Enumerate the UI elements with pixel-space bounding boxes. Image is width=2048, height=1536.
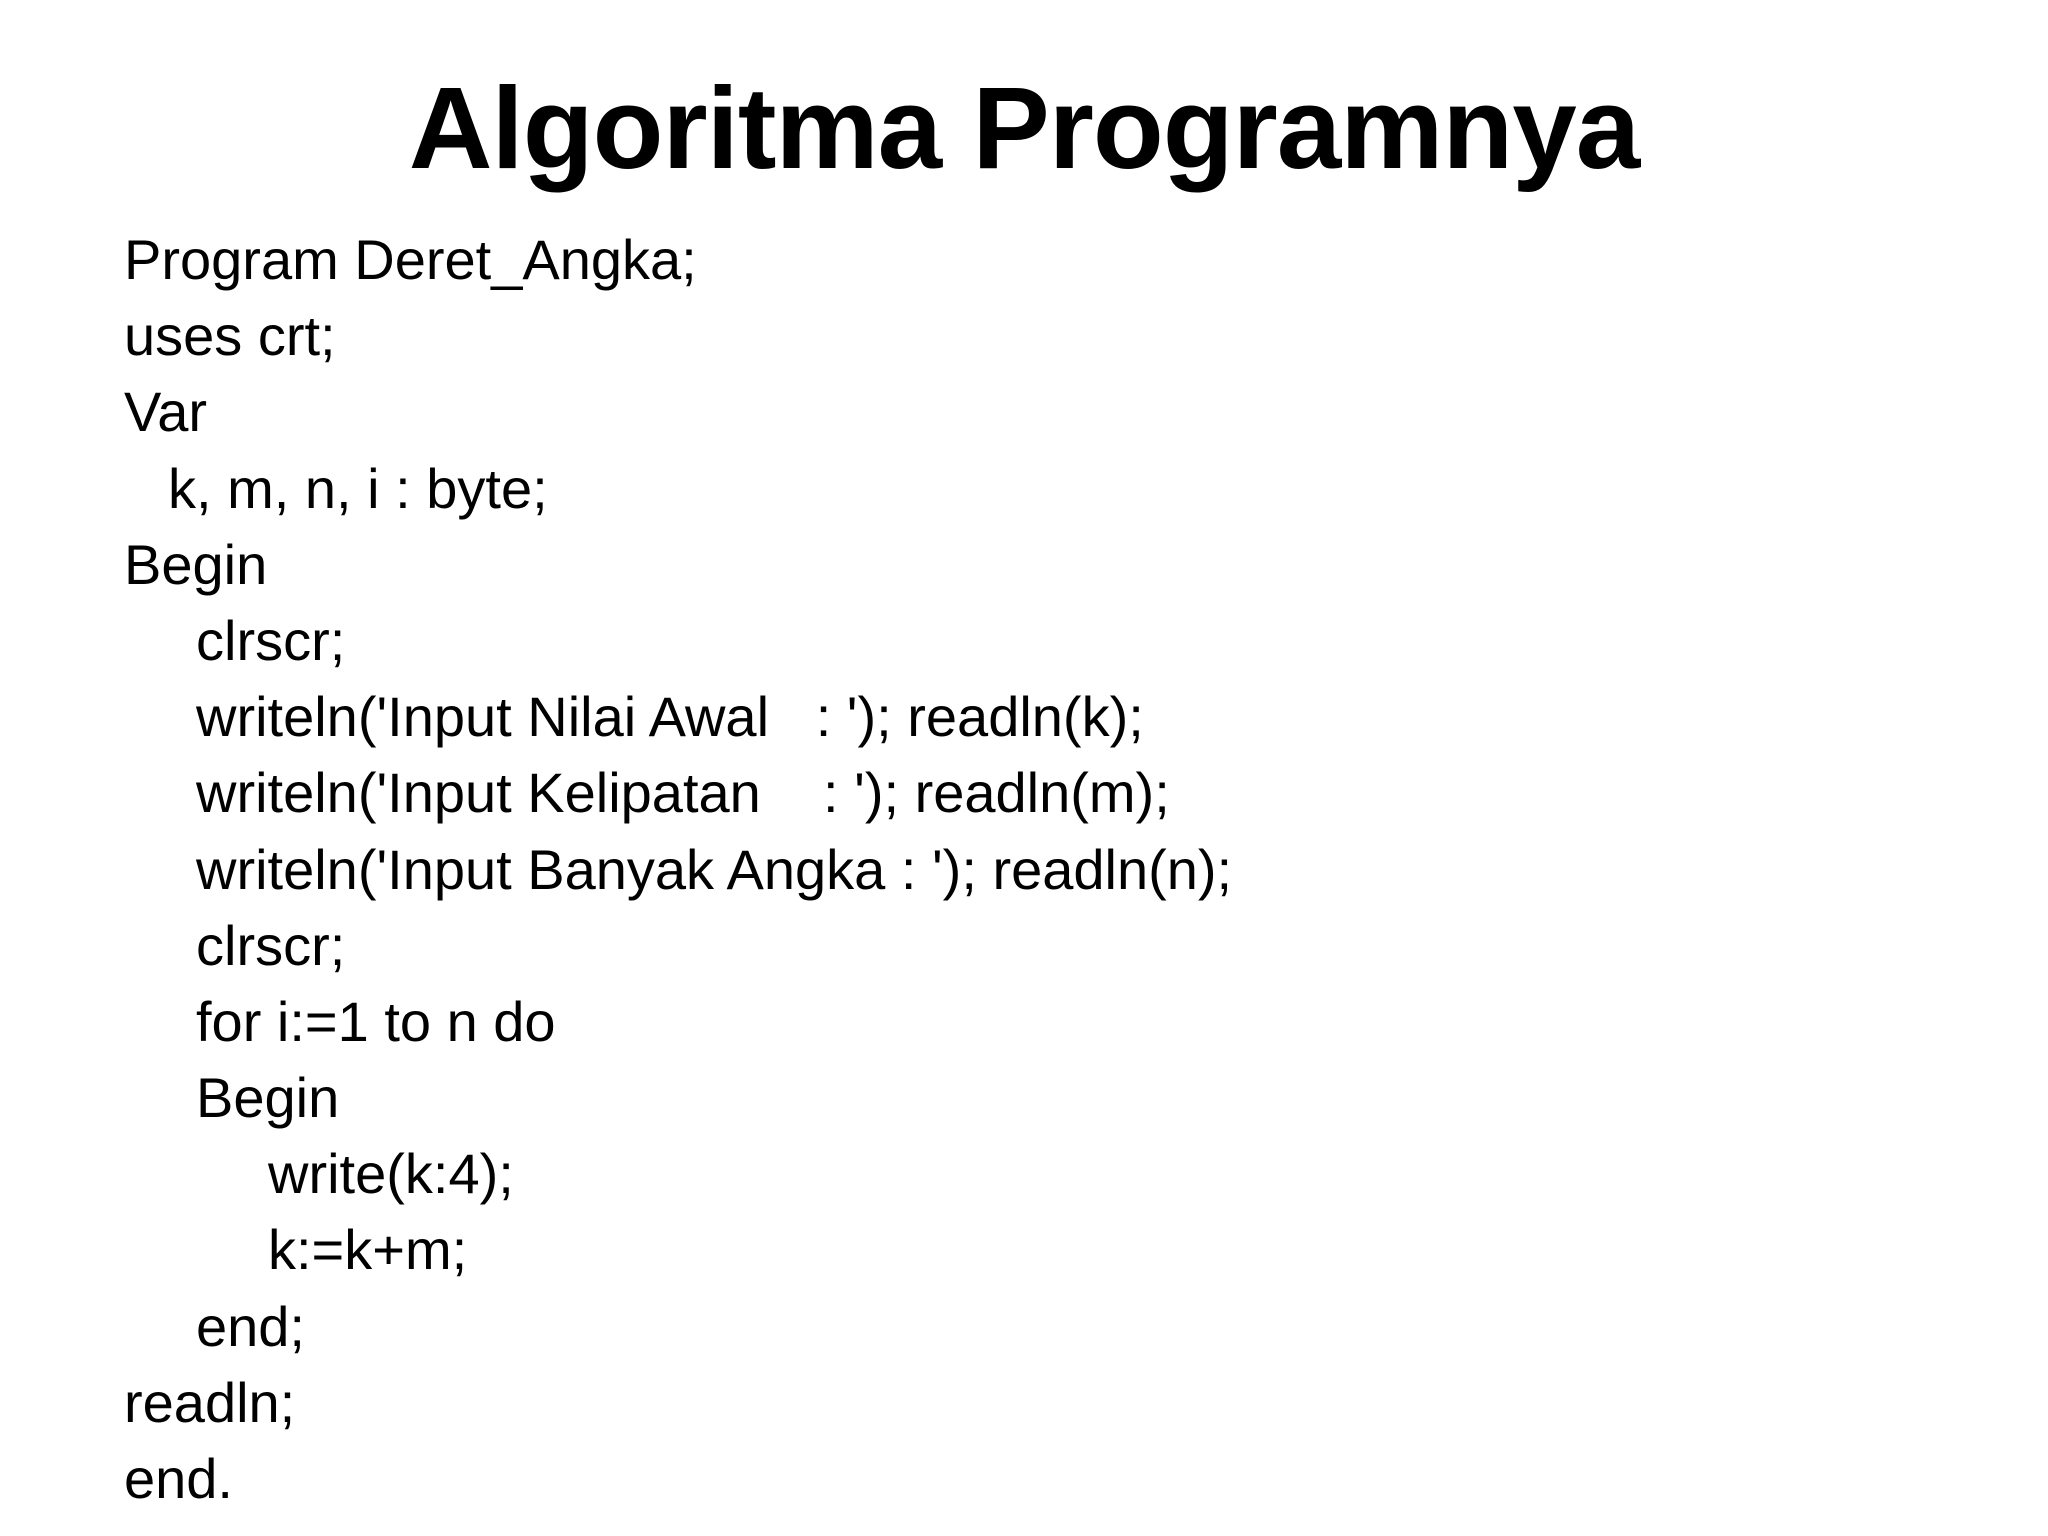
code-line: Begin [124, 532, 268, 596]
code-line: uses crt; [124, 304, 336, 368]
code-line: k:=k+m; [268, 1218, 468, 1282]
slide-title: Algoritma Programnya [408, 63, 1640, 193]
code-line: end. [124, 1447, 233, 1510]
code-line: writeln('Input Banyak Angka : '); readln(n); [196, 837, 1233, 901]
code-line: for i:=1 to n do [196, 989, 556, 1053]
code-line: writeln('Input Kelipatan : '); readln(m); [196, 761, 1170, 825]
code-line: clrscr; [196, 913, 346, 977]
code-line: Var [124, 380, 207, 444]
code-line: write(k:4); [268, 1142, 514, 1206]
code-line: Begin [196, 1066, 340, 1130]
code-line: end; [196, 1294, 305, 1358]
code-line: readln; [124, 1370, 296, 1434]
code-line: k, m, n, i : byte; [168, 456, 548, 520]
code-line: writeln('Input Nilai Awal : '); readln(k); [196, 685, 1144, 749]
code-line: Program Deret_Angka; [124, 228, 697, 291]
code-block [124, 222, 1924, 1517]
code-line: clrscr; [196, 608, 346, 672]
